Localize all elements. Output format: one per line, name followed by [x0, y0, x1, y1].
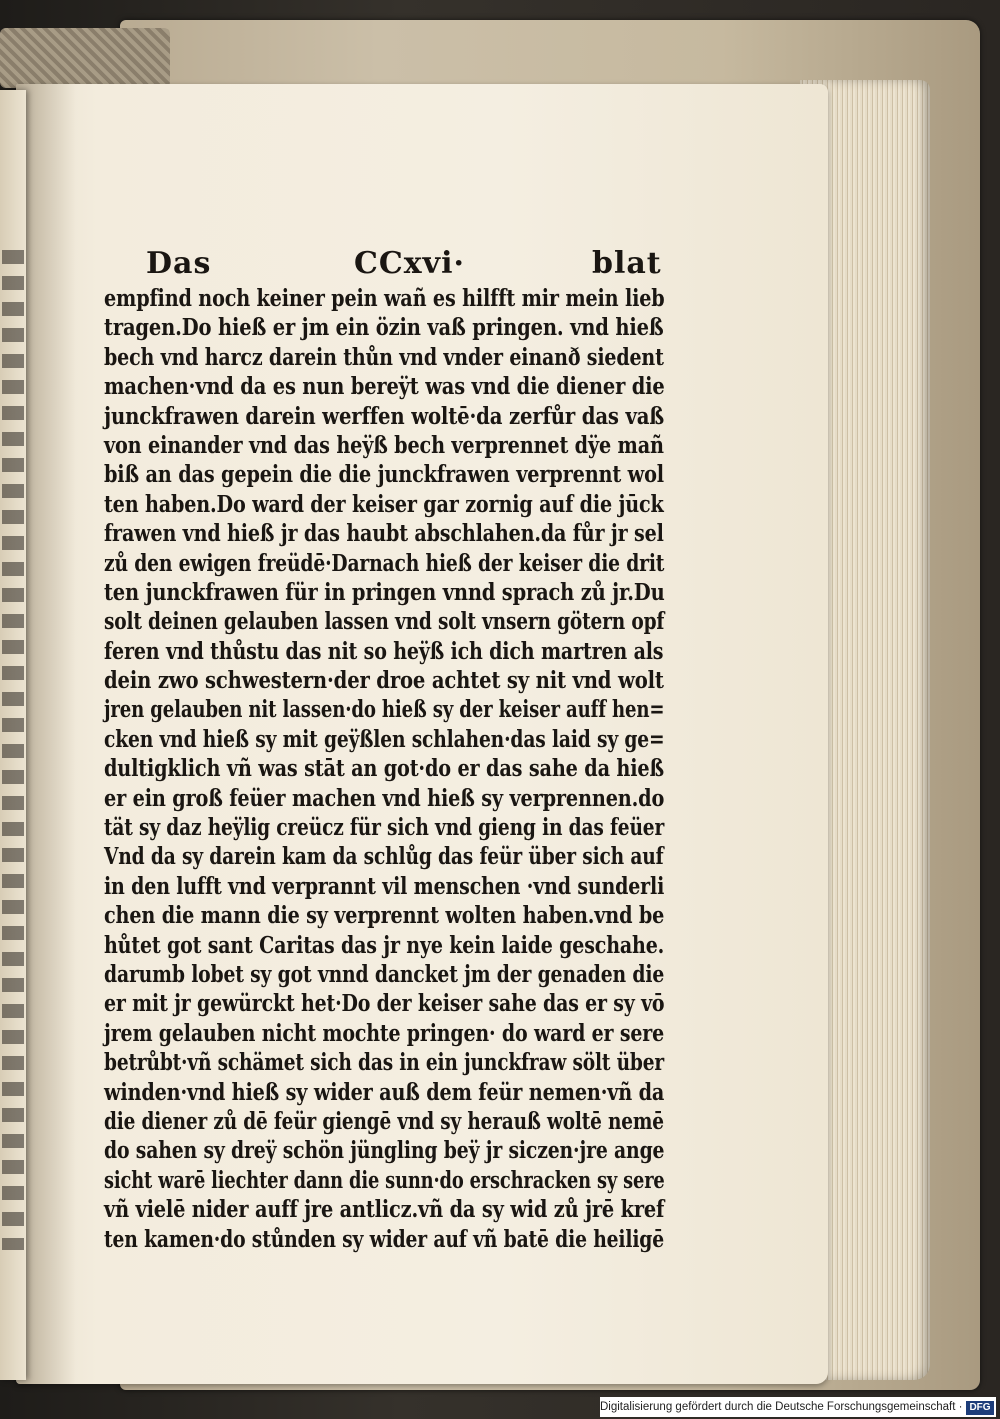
- text-line: machen·vnd da es nun bereÿt was vnd die diener die: [104, 373, 665, 401]
- digitization-credit: [600, 1397, 996, 1417]
- credit-text: Digitalisierung gefördert durch die Deutsche Forschungsgemeinschaft ·: [600, 1401, 963, 1413]
- text-line: in den lufft vnd verprannt vil menschen ·vnd sunderli: [104, 872, 665, 900]
- text-line: cken vnd hieß sy mit geÿßlen schlahen·das laid sy ge=: [104, 725, 665, 753]
- text-line: dein zwo schwestern·der droe achtet sy nit vnd wolt: [104, 667, 664, 695]
- text-line: do sahen sy dreÿ schön jüngling beÿ jr siczen·jre ange: [104, 1137, 665, 1165]
- text-line: bech vnd harcz darein thůn vnd vnder einanð siedent: [104, 343, 664, 371]
- text-line: dultigklich vñ was stāt an got·do er das sahe da hieß: [104, 755, 664, 783]
- text-line: biß an das gepein die die junckfrawen verprennt wol: [104, 461, 664, 489]
- text-line: zů den ewigen freüdē·Darnach hieß der keiser die drit: [104, 549, 665, 577]
- text-line: ten kamen·do stůnden sy wider auf vñ batē die heiligē: [104, 1225, 665, 1253]
- text-line: solt deinen gelauben lassen vnd solt vnsern götern opf: [104, 608, 665, 636]
- facing-page-sliver: [0, 90, 26, 1380]
- body-text: [104, 284, 684, 1254]
- text-line: ten junckfrawen für in pringen vnnd sprach zů jr.Du: [104, 578, 665, 606]
- facing-page-text: [2, 250, 24, 1250]
- text-line: Vnd da sy darein kam da schlůg das feür über sich auf: [104, 843, 664, 871]
- text-line: chen die mann die sy verprennt wolten haben.vnd be: [104, 902, 665, 930]
- text-line: vñ vielē nider auff jre antlicz.vñ da sy wid zů jrē kref: [104, 1196, 665, 1224]
- text-line: frawen vnd hieß jr das haubt abschlahen.da fůr jr sel: [104, 520, 664, 548]
- dfg-logo: DFG: [966, 1401, 993, 1415]
- header-left: Das: [146, 246, 212, 281]
- text-line: die diener zů dē feür giengē vnd sy herauß woltē nemē: [104, 1107, 664, 1135]
- text-line: jrem gelauben nicht mochte pringen· do ward er sere: [104, 1019, 664, 1047]
- running-header: [104, 244, 684, 284]
- text-line: darumb lobet sy got vnnd dancket jm der genaden die: [104, 960, 665, 988]
- text-line: er ein groß feüer machen vnd hieß sy verprennen.do: [104, 784, 665, 812]
- text-line: von einander vnd das heÿß bech verprennet dÿe mañ: [104, 431, 664, 459]
- text-line: empfind noch keiner pein wañ es hilfft mir mein lieb: [104, 285, 665, 312]
- text-line: sicht warē liechter dann die sunn·do erschracken sy sere: [104, 1166, 665, 1194]
- text-line: ten haben.Do ward der keiser gar zornig auf die jūck: [104, 490, 664, 518]
- text-line: tragen.Do hieß er jm ein özin vaß pringen. vnd hieß: [104, 314, 664, 342]
- folio-number: CCxvi·: [354, 246, 465, 281]
- binding-cloth: [0, 28, 170, 88]
- text-block: [104, 244, 684, 1254]
- text-line: er mit jr gewürckt het·Do der keiser sahe das er sy vō: [104, 990, 665, 1018]
- text-line: junckfrawen darein werffen woltē·da zerfůr das vaß: [104, 402, 665, 430]
- text-line: betrůbt·vñ schämet sich das in ein junckfraw sölt über: [104, 1049, 665, 1077]
- text-line: feren vnd thůstu das nit so heÿß ich dich martren als: [104, 637, 664, 665]
- text-line: winden·vnd hieß sy wider auß dem feür nemen·vñ da: [104, 1078, 665, 1106]
- text-line: hůtet got sant Caritas das jr nye kein laide geschahe.: [104, 931, 665, 959]
- text-line: tät sy daz heÿlig creücz für sich vnd gieng in das feüer: [104, 814, 665, 842]
- text-line: jren gelauben nit lassen·do hieß sy der keiser auff hen=: [104, 696, 665, 724]
- header-right: blat: [592, 246, 662, 281]
